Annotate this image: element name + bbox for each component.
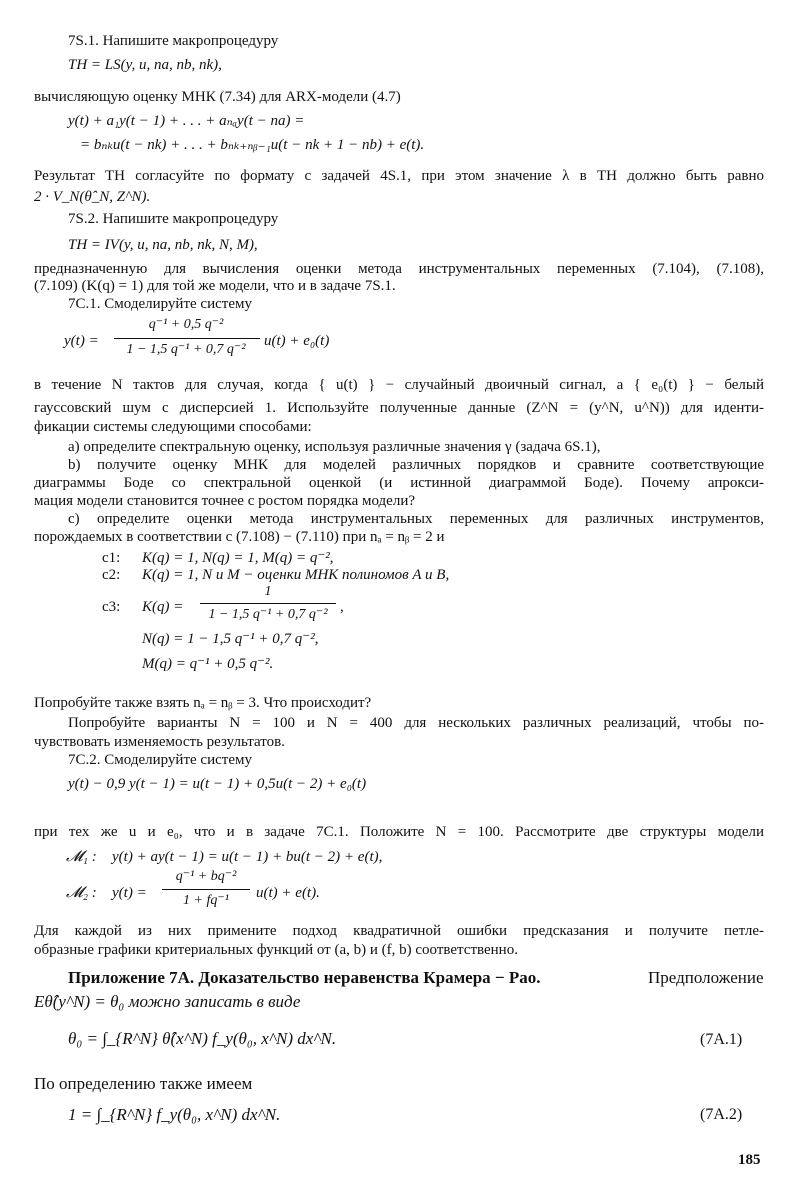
problem-7c1-text-line1: в течение N тактов для случая, когда { u(t) } − случайный двоичный сигнал, а { e₀(t) } − белый xyxy=(34,377,764,393)
problem-7c1-text-line2: гауссовский шум с дисперсией 1. Используйте полученные данные (Z^N = (y^N, u^N)) для иденти- xyxy=(34,400,764,416)
model-m1-equation: y(t) + ay(t − 1) = u(t − 1) + bu(t − 2) + e(t), xyxy=(112,849,383,865)
problem-7s1-call: TH = LS(y, u, na, nb, nk), xyxy=(68,57,222,73)
appendix-title-continuation: Предположение xyxy=(648,968,764,987)
instrument-c2-label: c2: xyxy=(102,567,121,583)
equation-number-7a1: (7A.1) xyxy=(700,1031,743,1048)
model-m1-label: 𝓜₁ : xyxy=(66,849,97,865)
problem-7c1-item-a: a) определите спектральную оценку, используя различные значения γ (задача 6S.1), xyxy=(68,439,601,455)
model-m2-lhs: y(t) = xyxy=(112,885,147,901)
problem-7c1-try-orders: Попробуйте также взять nₐ = nᵦ = 3. Что происходит? xyxy=(34,695,372,711)
model-m2-denominator: 1 + fq⁻¹ xyxy=(183,893,229,908)
instrument-c3-N: N(q) = 1 − 1,5 q⁻¹ + 0,7 q⁻², xyxy=(142,631,319,647)
instrument-c3-denominator: 1 − 1,5 q⁻¹ + 0,7 q⁻² xyxy=(208,607,328,622)
problem-7s1-eq1: y(t) + a₁y(t − 1) + . . . + aₙₐy(t − na) = xyxy=(68,113,305,129)
model-m2-rhs: u(t) + e(t). xyxy=(256,885,320,901)
problem-7c1-denominator: 1 − 1,5 q⁻¹ + 0,7 q⁻² xyxy=(126,342,246,357)
appendix-definition-text: По определению также имеем xyxy=(34,1074,253,1093)
instrument-c1-formula: K(q) = 1, N(q) = 1, M(q) = q⁻², xyxy=(142,550,334,566)
appendix-equation-7a1: θ₀ = ∫_{R^N} θ̂(x^N) f_y(θ₀, x^N) dx^N. xyxy=(68,1029,337,1048)
instrument-c3-fraction-bar xyxy=(200,603,336,604)
instrument-c3-lhs: K(q) = xyxy=(142,599,184,615)
problem-7s1-title: 7S.1. Напишите макропроцедуру xyxy=(68,33,279,49)
instrument-c3-M: M(q) = q⁻¹ + 0,5 q⁻². xyxy=(142,656,274,672)
problem-7c2-text-line1: при тех же u и e₀, что и в задаче 7C.1. Положите N = 100. Рассмотрите две структуры модели xyxy=(34,824,764,840)
instrument-c3-label: c3: xyxy=(102,599,121,615)
problem-7c1-numerator: q⁻¹ + 0,5 q⁻² xyxy=(148,317,224,332)
problem-7s1-desc: вычисляющую оценку МНК (7.34) для ARX-модели (4.7) xyxy=(34,89,401,105)
problem-7c1-item-c-line2: порождаемых в соответствии с (7.108) − (7.110) при nₐ = nᵦ = 2 и xyxy=(34,529,445,545)
instrument-c1-label: c1: xyxy=(102,550,121,566)
problem-7c2-title: 7C.2. Смоделируйте систему xyxy=(68,752,252,768)
problem-7c2-text-line2: Для каждой из них примените подход квадратичной ошибки предсказания и получите петле- xyxy=(34,923,764,939)
problem-7c1-item-b-line2: диаграммы Боде со спектральной оценкой (и истинной диаграммой Боде). Почему апрокси- xyxy=(34,475,764,491)
problem-7s2-desc-line1: предназначенную для вычисления оценки метода инструментальных переменных (7.104), (7.108), xyxy=(34,261,764,277)
problem-7c1-try-N-line2: чувствовать изменяемость результатов. xyxy=(34,734,285,750)
instrument-c3-comma: , xyxy=(340,599,344,615)
problem-7c1-text-line3: фикации системы следующими способами: xyxy=(34,419,312,435)
problem-7c1-item-b-line3: мация модели становится точнее с ростом порядка модели? xyxy=(34,493,416,509)
problem-7s1-result-line2: 2 · V_N(θ̂_N, Z^N). xyxy=(34,189,151,205)
problem-7s2-title: 7S.2. Напишите макропроцедуру xyxy=(68,211,279,227)
problem-7s2-desc-line2: (7.109) (K(q) = 1) для той же модели, что и в задаче 7S.1. xyxy=(34,278,396,294)
problem-7c1-rhs: u(t) + e₀(t) xyxy=(264,333,330,349)
problem-7c1-lhs: y(t) = xyxy=(64,333,99,349)
model-m2-fraction-bar xyxy=(162,889,250,890)
problem-7c1-try-N-line1: Попробуйте варианты N = 100 и N = 400 для нескольких различных реализаций, чтобы по- xyxy=(68,715,764,731)
problem-7s1-eq2: = bₙₖu(t − nk) + . . . + bₙₖ₊ₙᵦ₋₁u(t − nk + 1 − nb) + e(t). xyxy=(80,137,425,153)
instrument-c3-numerator: 1 xyxy=(264,584,272,599)
problem-7s2-call: TH = IV(y, u, na, nb, nk, N, M), xyxy=(68,237,258,253)
problem-7c1-fraction-bar xyxy=(114,338,260,339)
page-number: 185 xyxy=(738,1152,761,1168)
instrument-c2-formula: K(q) = 1, N и M − оценки МНК полиномов A и B, xyxy=(142,567,450,583)
problem-7c1-item-c-line1: c) определите оценки метода инструментальных переменных для различных инструментов, xyxy=(68,511,764,527)
problem-7s1-result-line1: Результат TH согласуйте по формату с задачей 4S.1, при этом значение λ в TH должно быть равно xyxy=(34,168,764,184)
problem-7c1-title: 7C.1. Смоделируйте систему xyxy=(68,296,252,312)
appendix-assumption: Eθ̂(y^N) = θ₀ можно записать в виде xyxy=(34,992,301,1011)
problem-7c1-item-b-line1: b) получите оценку МНК для моделей различных порядков и сравните соответствующие xyxy=(68,457,764,473)
equation-number-7a2: (7A.2) xyxy=(700,1106,743,1123)
problem-7c2-text-line3: образные графики критериальных функций от (a, b) и (f, b) соответственно. xyxy=(34,942,518,958)
problem-7c2-equation: y(t) − 0,9 y(t − 1) = u(t − 1) + 0,5u(t − 2) + e₀(t) xyxy=(68,776,367,792)
appendix-title: Приложение 7A. Доказательство неравенства Крамера − Рао. xyxy=(68,968,541,987)
model-m2-label: 𝓜₂ : xyxy=(66,885,97,901)
model-m2-numerator: q⁻¹ + bq⁻² xyxy=(175,869,237,884)
appendix-equation-7a2: 1 = ∫_{R^N} f_y(θ₀, x^N) dx^N. xyxy=(68,1105,281,1124)
